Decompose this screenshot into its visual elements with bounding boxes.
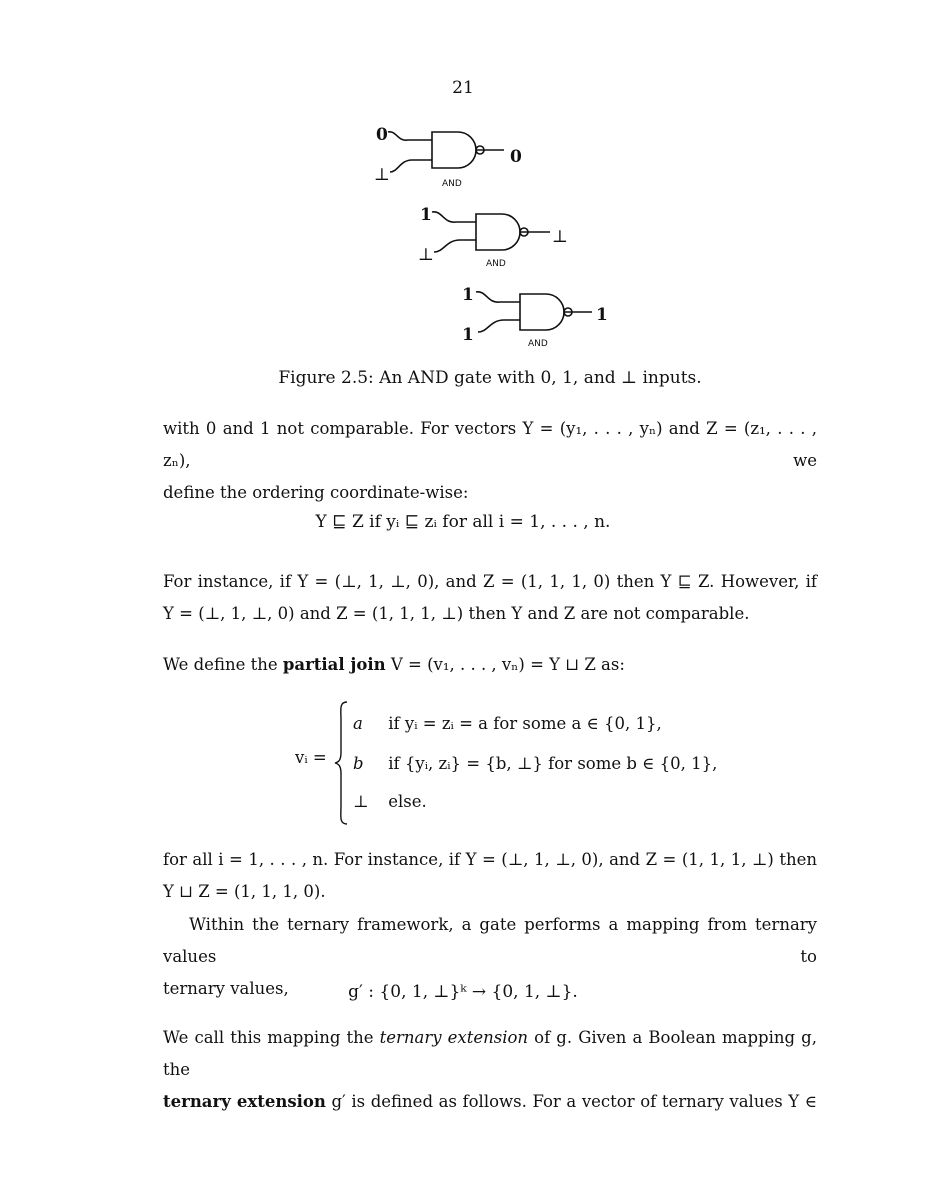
paragraph-instance — [163, 566, 817, 630]
paragraph-ternary-extension — [163, 1022, 817, 1118]
case-condition: if {yᵢ, zᵢ} = {b, ⊥} for some b ∈ {0, 1}, — [388, 754, 718, 773]
defined-term: partial join — [282, 655, 386, 674]
case-value: a — [353, 714, 363, 733]
gate2-label: AND — [486, 259, 506, 269]
paragraph-line: define the ordering coordinate-wise: — [163, 483, 469, 502]
figure-caption: Figure 2.5: An AND gate with 0, 1, and ⊥ inputs. — [278, 368, 702, 388]
left-brace-icon — [333, 700, 349, 826]
paragraph-line: Y ⊔ Z = (1, 1, 1, 0). — [163, 882, 326, 901]
gate2-input2: ⊥ — [418, 245, 434, 265]
and-gate-1 — [388, 132, 504, 172]
paragraph-line: Y = (⊥, 1, ⊥, 0) and Z = (1, 1, 1, ⊥) then Y and Z are not comparable. — [163, 604, 750, 623]
gate1-input2: ⊥ — [374, 165, 390, 185]
paragraph-line: ternary values, — [163, 979, 289, 998]
paragraph-line: Within the ternary framework, a gate performs a mapping from ternary values to — [163, 915, 817, 966]
paragraph-line: For instance, if Y = (⊥, 1, ⊥, 0), and Z = (1, 1, 1, 0) then Y ⊑ Z. However, if — [163, 572, 817, 591]
text-segment: g′ is defined as follows. For a vector of ternary values Y ∈ — [325, 1092, 817, 1111]
cases-row — [353, 754, 717, 780]
text-segment: We define the — [163, 655, 283, 674]
defined-term: ternary extension — [163, 1092, 326, 1111]
cases-row — [353, 792, 427, 818]
paragraph-example — [163, 844, 817, 908]
paragraph-ordering — [163, 413, 817, 509]
gate3-label: AND — [528, 339, 548, 349]
gate1-output: 0 — [510, 147, 522, 167]
and-gate-2 — [432, 212, 550, 252]
gate3-input1: 1 — [462, 285, 474, 305]
case-value: ⊥ — [353, 792, 369, 811]
emphasized-term: ternary extension — [379, 1028, 529, 1047]
gate1-label: AND — [442, 179, 462, 189]
case-value: b — [353, 754, 364, 773]
case-condition: if yᵢ = zᵢ = a for some a ∈ {0, 1}, — [388, 714, 662, 733]
text-segment: of g. Given a Boolean mapping g, the — [163, 1028, 817, 1079]
case-condition: else. — [388, 792, 427, 811]
text-segment: We call this mapping the — [163, 1028, 380, 1047]
paragraph-line: for all i = 1, . . . , n. For instance, if Y = (⊥, 1, ⊥, 0), and Z = (1, 1, 1, ⊥) then — [163, 850, 817, 869]
equation-ordering: Y ⊑ Z if yᵢ ⊑ zᵢ for all i = 1, . . . , n. — [315, 512, 611, 532]
gate3-input2: 1 — [462, 325, 474, 345]
cases-definition — [295, 700, 718, 830]
gate2-output: ⊥ — [552, 227, 568, 247]
page-number: 21 — [452, 78, 474, 98]
text-segment: V = (v₁, . . . , vₙ) = Y ⊔ Z as: — [385, 655, 625, 674]
and-gates-figure — [360, 120, 620, 365]
gate2-input1: 1 — [420, 205, 432, 225]
gate3-output: 1 — [596, 305, 608, 325]
cases-row — [353, 714, 662, 740]
equation-mapping: g′ : {0, 1, ⊥}ᵏ → {0, 1, ⊥}. — [348, 982, 578, 1002]
cases-lhs: vᵢ = — [295, 748, 327, 767]
and-gate-3 — [476, 292, 592, 332]
gate1-input1: 0 — [376, 125, 388, 145]
paragraph-partial-join — [163, 649, 817, 681]
paragraph-line: with 0 and 1 not comparable. For vectors Y = (y₁, . . . , yₙ) and Z = (z₁, . . . , zₙ), we — [163, 419, 817, 470]
